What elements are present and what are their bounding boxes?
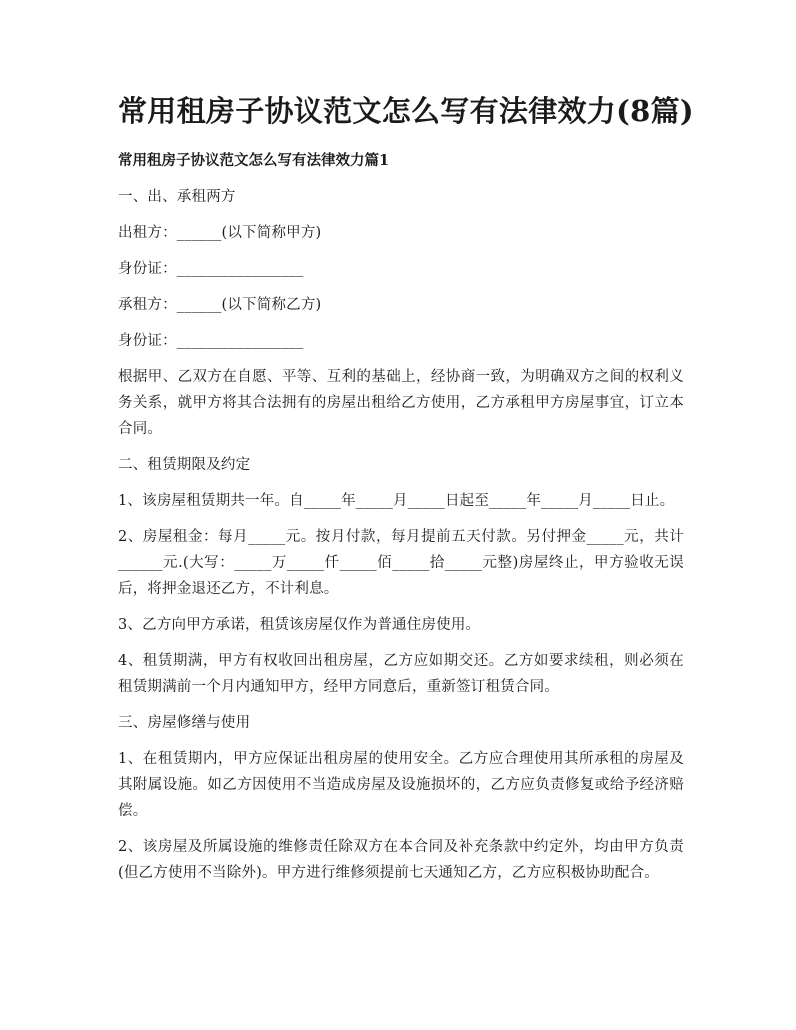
preamble-paragraph: 根据甲、乙双方在自愿、平等、互利的基础上，经协商一致，为明确双方之间的权利义务关系，就甲方将其合法拥有的房屋出租给乙方使用，乙方承租甲方房屋事宜，订立本合同。 xyxy=(118,369,684,437)
heading-parties: 一、出、承租两方 xyxy=(118,189,236,205)
clause-residential-use: 3、乙方向甲方承诺，租赁该房屋仅作为普通住房使用。 xyxy=(118,617,481,633)
clause-rent: 2、房屋租金：每月_____元。按月付款，每月提前五天付款。另付押金_____元，共计______元.(大写：_____万_____仟_____佰_____拾_____元整)房屋终止，甲方验收无误后，将押金退还乙方，不计利息。 xyxy=(118,529,684,597)
heading-repair-use: 三、房屋修缮与使用 xyxy=(118,715,251,731)
document-title: 常用租房子协议范文怎么写有法律效力(8篇) xyxy=(118,94,694,128)
clause-lease-period: 1、该房屋租赁期共一年。自_____年_____月_____日起至_____年_____月_____日止。 xyxy=(118,493,675,509)
clause-lease-expiry: 4、租赁期满，甲方有权收回出租房屋，乙方应如期交还。乙方如要求续租，则必须在租赁期满前一个月内通知甲方，经甲方同意后，重新签订租赁合同。 xyxy=(118,653,684,695)
lessor-id-line: 身份证：_________________ xyxy=(118,261,304,277)
clause-maintenance: 2、该房屋及所属设施的维修责任除双方在本合同及补充条款中约定外，均由甲方负责(但乙方使用不当除外)。甲方进行维修须提前七天通知乙方，乙方应积极协助配合。 xyxy=(118,839,684,881)
document-page xyxy=(118,88,694,886)
clause-safety: 1、在租赁期内，甲方应保证出租房屋的使用安全。乙方应合理使用其所承租的房屋及其附属设施。如乙方因使用不当造成房屋及设施损坏的，乙方应负责修复或给予经济赔偿。 xyxy=(118,751,684,819)
heading-lease-term: 二、租赁期限及约定 xyxy=(118,457,251,473)
section-subtitle: 常用租房子协议范文怎么写有法律效力篇1 xyxy=(118,152,390,169)
lessor-line: 出租方：______(以下简称甲方) xyxy=(118,225,322,241)
lessee-line: 承租方：______(以下简称乙方) xyxy=(118,297,322,313)
lessee-id-line: 身份证：_________________ xyxy=(118,333,304,349)
